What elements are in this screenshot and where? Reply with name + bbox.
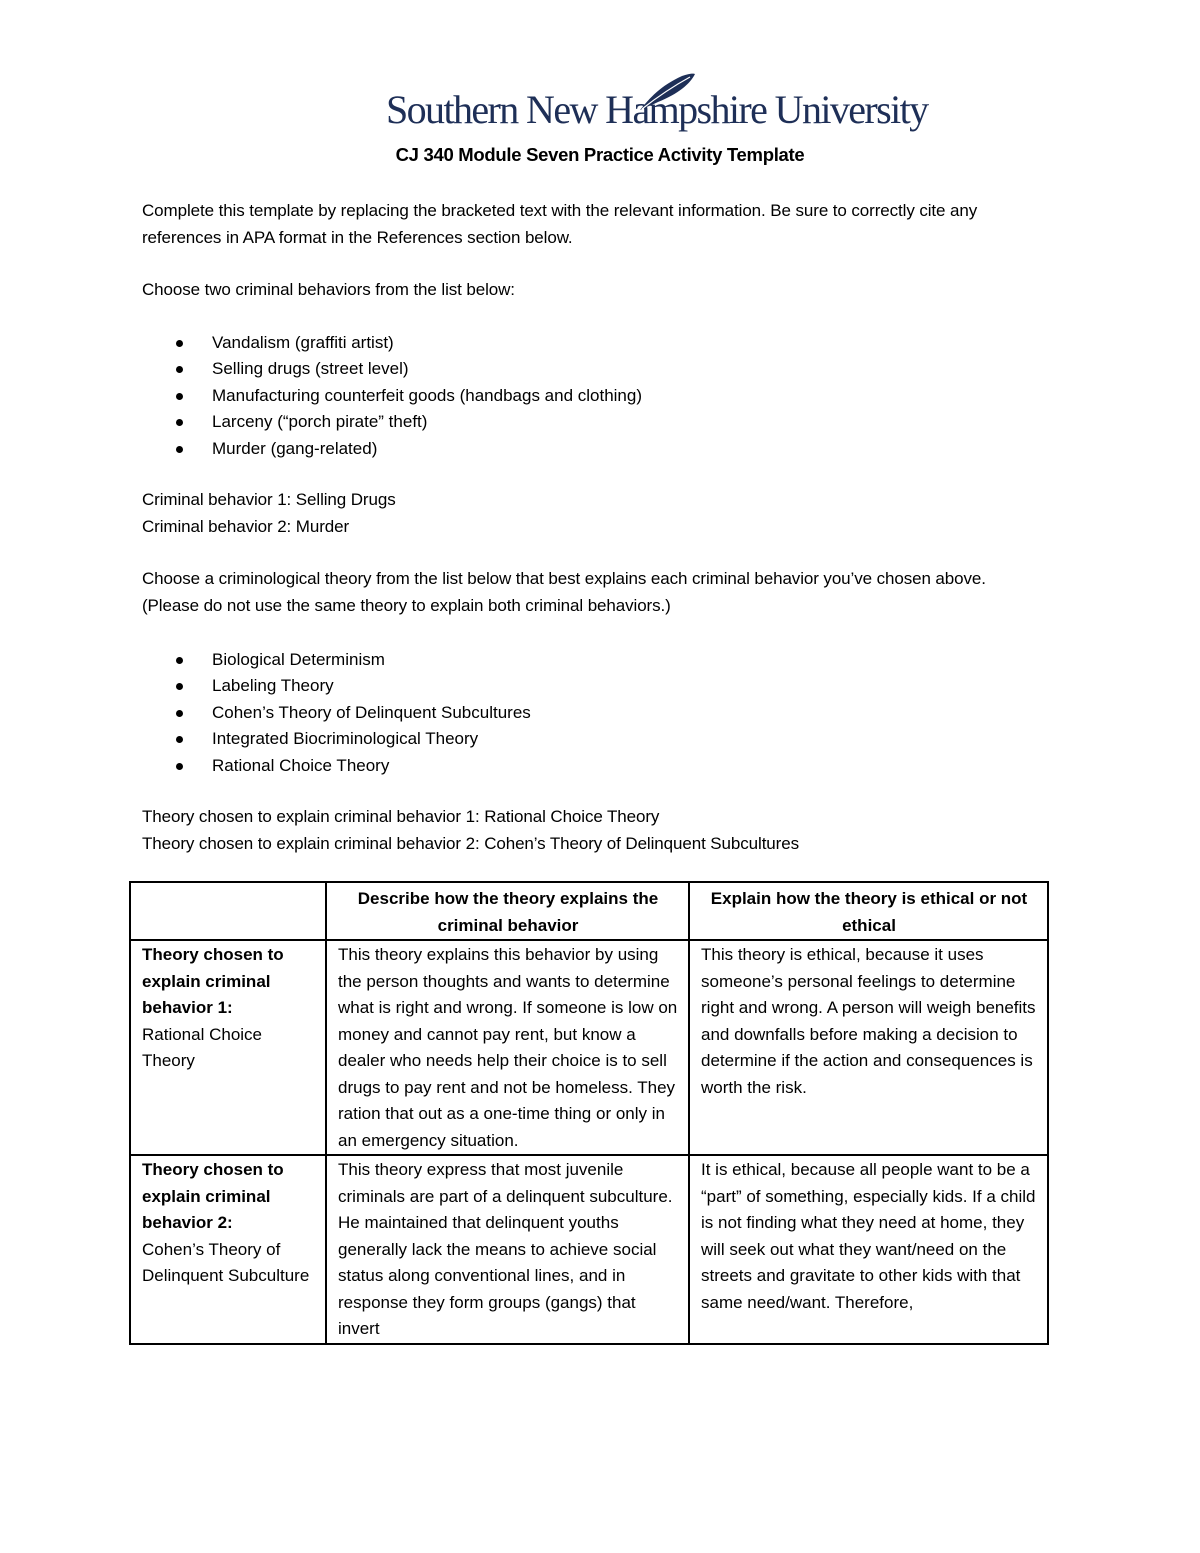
row-label-bold: Theory chosen to explain criminal behavior 2: [142,1160,284,1232]
list-item: Integrated Biocriminological Theory [142,726,531,752]
list-item: Biological Determinism [142,647,531,673]
theory-table [129,881,1049,1345]
row-label-bold: Theory chosen to explain criminal behavior 1: [142,945,284,1017]
instructions-paragraph: Complete this template by replacing the bracketed text with the relevant information. Be sure to correctly cite any references in APA format in the References section below. [142,201,978,247]
header-ethical: Explain how the theory is ethical or not ethical [689,882,1048,940]
list-item: Larceny (“porch pirate” theft) [142,409,642,435]
describe-cell: This theory express that most juvenile criminals are part of a delinquent subculture. He maintained that delinquent youths generally lack the means to achieve social status along conventional lines, and in response they form groups (gangs) that invert [326,1155,689,1344]
row-label [130,1155,326,1344]
chosen-theory-1: Theory chosen to explain criminal behavior 1: Rational Choice Theory [142,807,660,826]
list-item: Vandalism (graffiti artist) [142,330,642,356]
chosen-behaviors [142,487,1042,540]
chosen-theories [142,804,1042,857]
list-item: Cohen’s Theory of Delinquent Subcultures [142,700,531,726]
header-empty [130,882,326,940]
chosen-theory-2: Theory chosen to explain criminal behavior 2: Cohen’s Theory of Delinquent Subcultures [142,833,799,853]
chosen-behavior-2: Criminal behavior 2: Murder [142,516,350,536]
list-item: Rational Choice Theory [142,753,531,779]
behaviors-list [142,330,642,462]
feather-quill-icon [636,72,696,112]
page-title: CJ 340 Module Seven Practice Activity Template [395,144,805,165]
ethical-cell: It is ethical, because all people want to be a “part” of something, especially kids. If a child is not finding what they need at home, they will seek out what they want/need on the streets and gravitate to other kids with that same need/want. Therefore, [689,1155,1048,1344]
header-describe: Describe how the theory explains the criminal behavior [326,882,689,940]
table-row [130,1155,1048,1344]
table-row [130,940,1048,1155]
list-item: Selling drugs (street level) [142,356,642,382]
theories-list [142,647,531,779]
row-label-theory: Rational Choice Theory [142,1024,263,1070]
list-item: Labeling Theory [142,673,531,699]
chosen-behavior-1: Criminal behavior 1: Selling Drugs [142,490,396,509]
list-item: Murder (gang-related) [142,436,642,462]
logo-wordmark: Southern New Hampshire University [386,87,928,132]
ethical-cell: This theory is ethical, because it uses someone’s personal feelings to determine right and wrong. A person will weigh benefits and downfalls before making a decision to determine if the action and consequences is worth the risk. [689,940,1048,1155]
list-item: Manufacturing counterfeit goods (handbags and clothing) [142,383,642,409]
theory-prompt: Choose a criminological theory from the list below that best explains each criminal behavior you’ve chosen above. (Please do not use the same theory to explain both criminal behaviors.) [142,569,986,615]
row-label [130,940,326,1155]
university-logo [386,72,928,136]
behaviors-prompt: Choose two criminal behaviors from the list below: [142,280,515,299]
describe-cell: This theory explains this behavior by using the person thoughts and wants to determine what is right and wrong. If someone is low on money and cannot pay rent, but know a dealer who needs help their choice is to sell drugs to pay rent and not be homeless. They ration that out as a one-time thing or only in an emergency situation. [326,940,689,1155]
row-label-theory: Cohen’s Theory of Delinquent Subculture [142,1239,310,1285]
table-header-row [130,882,1048,940]
